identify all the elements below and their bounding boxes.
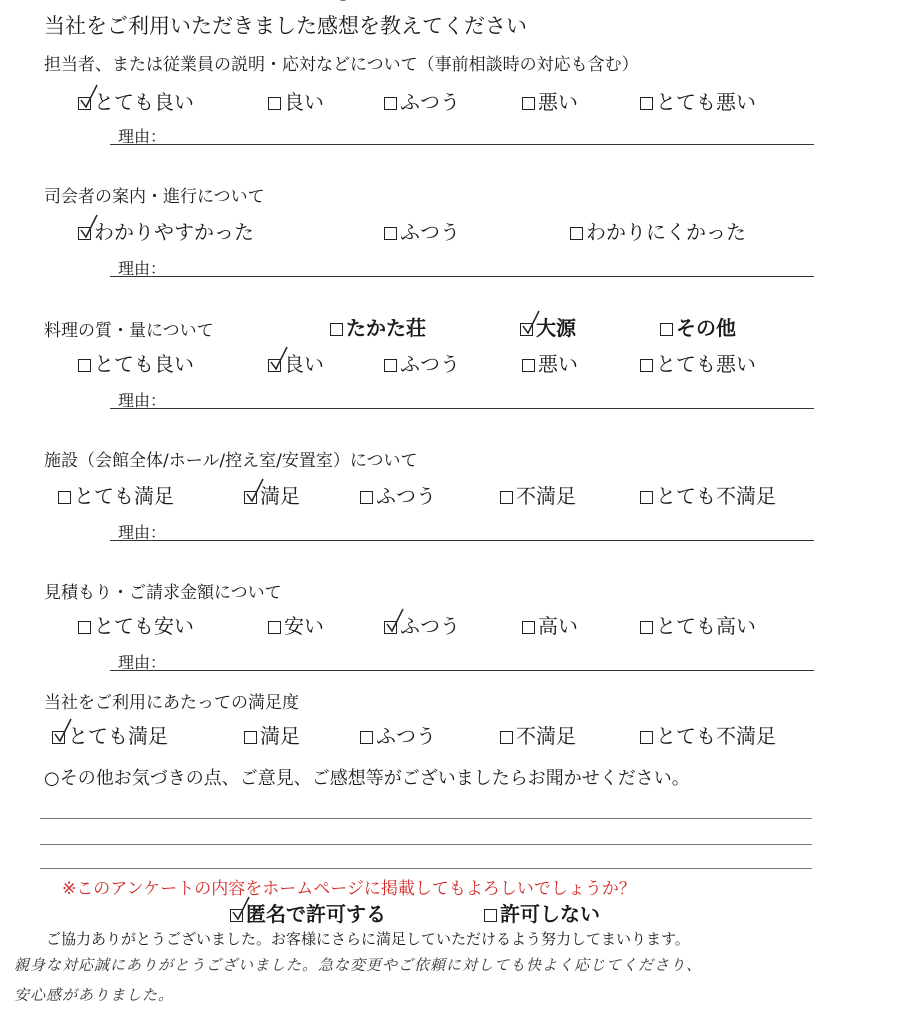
checkbox[interactable] xyxy=(522,97,535,110)
checkbox[interactable] xyxy=(660,323,673,336)
checkbox[interactable] xyxy=(244,731,257,744)
checkbox-checked[interactable] xyxy=(520,323,533,336)
permission-question: ※このアンケートの内容をホームページに掲載してもよろしいでしょうか？ xyxy=(62,879,636,899)
q6-option-3[interactable]: ふつう xyxy=(360,720,436,749)
handwritten-line-1: 親身な対応誠にありがとうございました。急な変更やご依頼に対しても快よく応じてくださり、 xyxy=(14,956,703,974)
reason-label: 理由： xyxy=(118,653,167,672)
q5-option-3[interactable]: ふつう xyxy=(384,610,460,639)
q4-option-4[interactable]: 不満足 xyxy=(500,480,576,509)
checkbox-checked[interactable] xyxy=(244,491,257,504)
q4-option-3[interactable]: ふつう xyxy=(360,480,436,509)
checkbox[interactable] xyxy=(360,731,373,744)
q4-option-2[interactable]: 満足 xyxy=(244,480,300,509)
q3-option-2[interactable]: 良い xyxy=(268,348,324,377)
checkbox-checked[interactable] xyxy=(78,227,91,240)
venue-option-2[interactable]: 大源 xyxy=(520,312,576,341)
q6-option-4[interactable]: 不満足 xyxy=(500,720,576,749)
checkbox-checked[interactable] xyxy=(78,97,91,110)
checkbox[interactable] xyxy=(500,731,513,744)
checkbox-checked[interactable] xyxy=(268,359,281,372)
question-food-label: 料理の質・量について xyxy=(44,321,214,341)
comment-line[interactable] xyxy=(40,818,812,819)
checkbox[interactable] xyxy=(500,491,513,504)
reason-line[interactable] xyxy=(110,670,814,671)
venue-option-1[interactable]: たかた荘 xyxy=(330,312,426,341)
partial-circle-mark xyxy=(332,0,354,6)
permission-anonymous[interactable]: 匿名で許可する xyxy=(230,898,386,927)
checkmark-icon xyxy=(384,608,406,634)
checkbox[interactable] xyxy=(384,97,397,110)
reason-line[interactable] xyxy=(110,276,814,277)
q3-option-3[interactable]: ふつう xyxy=(384,348,460,377)
checkbox[interactable] xyxy=(640,491,653,504)
checkbox[interactable] xyxy=(640,97,653,110)
checkmark-icon xyxy=(268,346,290,372)
reason-label: 理由： xyxy=(118,259,167,278)
q2-option-1[interactable]: わかりやすかった xyxy=(78,216,254,245)
checkbox[interactable] xyxy=(78,359,91,372)
comment-line[interactable] xyxy=(40,844,812,845)
reason-line[interactable] xyxy=(110,540,814,541)
q1-option-2[interactable]: 良い xyxy=(268,86,324,115)
checkbox-checked[interactable] xyxy=(384,621,397,634)
q1-option-3[interactable]: ふつう xyxy=(384,86,460,115)
q3-option-1[interactable]: とても良い xyxy=(78,348,194,377)
checkmark-icon xyxy=(78,84,100,110)
checkbox[interactable] xyxy=(522,359,535,372)
checkbox[interactable] xyxy=(384,359,397,372)
reason-line[interactable] xyxy=(110,144,814,145)
checkbox[interactable] xyxy=(640,621,653,634)
q1-option-1[interactable]: とても良い xyxy=(78,86,194,115)
q5-option-4[interactable]: 高い xyxy=(522,610,578,639)
venue-option-3[interactable]: その他 xyxy=(660,312,736,341)
q5-option-5[interactable]: とても高い xyxy=(640,610,756,639)
checkbox[interactable] xyxy=(78,621,91,634)
survey-title: 当社をご利用いただきました感想を教えてください xyxy=(44,14,527,38)
checkbox-checked[interactable] xyxy=(52,731,65,744)
question-facility-label: 施設（会館全体/ホール/控え室/安置室）について xyxy=(44,451,418,471)
checkbox[interactable] xyxy=(384,227,397,240)
checkmark-icon xyxy=(52,718,74,744)
checkbox[interactable] xyxy=(330,323,343,336)
q2-option-3[interactable]: わかりにくかった xyxy=(570,216,746,245)
reason-label: 理由： xyxy=(118,391,167,410)
checkbox[interactable] xyxy=(640,731,653,744)
question-estimate-label: 見積もり・ご請求金額について xyxy=(44,583,282,603)
checkbox[interactable] xyxy=(268,621,281,634)
reason-line[interactable] xyxy=(110,408,814,409)
checkbox[interactable] xyxy=(522,621,535,634)
q6-option-1[interactable]: とても満足 xyxy=(52,720,168,749)
q3-option-4[interactable]: 悪い xyxy=(522,348,578,377)
checkmark-icon xyxy=(520,310,542,336)
q4-option-1[interactable]: とても満足 xyxy=(58,480,174,509)
checkbox[interactable] xyxy=(484,909,497,922)
checkbox[interactable] xyxy=(640,359,653,372)
question-staff-label: 担当者、または従業員の説明・応対などについて（事前相談時の対応も含む） xyxy=(44,55,639,75)
permission-deny[interactable]: 許可しない xyxy=(484,898,600,927)
q5-option-2[interactable]: 安い xyxy=(268,610,324,639)
checkmark-icon xyxy=(244,478,266,504)
checkbox[interactable] xyxy=(570,227,583,240)
q3-option-5[interactable]: とても悪い xyxy=(640,348,756,377)
reason-label: 理由： xyxy=(118,127,167,146)
checkbox-checked[interactable] xyxy=(230,909,243,922)
checkbox[interactable] xyxy=(58,491,71,504)
q6-option-2[interactable]: 満足 xyxy=(244,720,300,749)
q5-option-1[interactable]: とても安い xyxy=(78,610,194,639)
comment-line[interactable] xyxy=(40,868,812,869)
checkbox[interactable] xyxy=(360,491,373,504)
checkmark-icon xyxy=(230,896,252,922)
q4-option-5[interactable]: とても不満足 xyxy=(640,480,776,509)
reason-label: 理由： xyxy=(118,523,167,542)
handwritten-line-2: 安心感がありました。 xyxy=(14,986,175,1004)
checkmark-icon xyxy=(78,214,100,240)
q1-option-4[interactable]: 悪い xyxy=(522,86,578,115)
question-satisfaction-label: 当社をご利用にあたっての満足度 xyxy=(44,693,299,713)
thanks-message: ご協力ありがとうございました。お客様にさらに満足していただけるよう努力してまいります。 xyxy=(46,930,690,948)
q2-option-2[interactable]: ふつう xyxy=(384,216,460,245)
question-mc-label: 司会者の案内・進行について xyxy=(44,187,265,207)
q1-option-5[interactable]: とても悪い xyxy=(640,86,756,115)
checkbox[interactable] xyxy=(268,97,281,110)
comments-prompt: ○その他お気づきの点、ご意見、ご感想等がございましたらお聞かせください。 xyxy=(44,768,690,789)
q6-option-5[interactable]: とても不満足 xyxy=(640,720,776,749)
